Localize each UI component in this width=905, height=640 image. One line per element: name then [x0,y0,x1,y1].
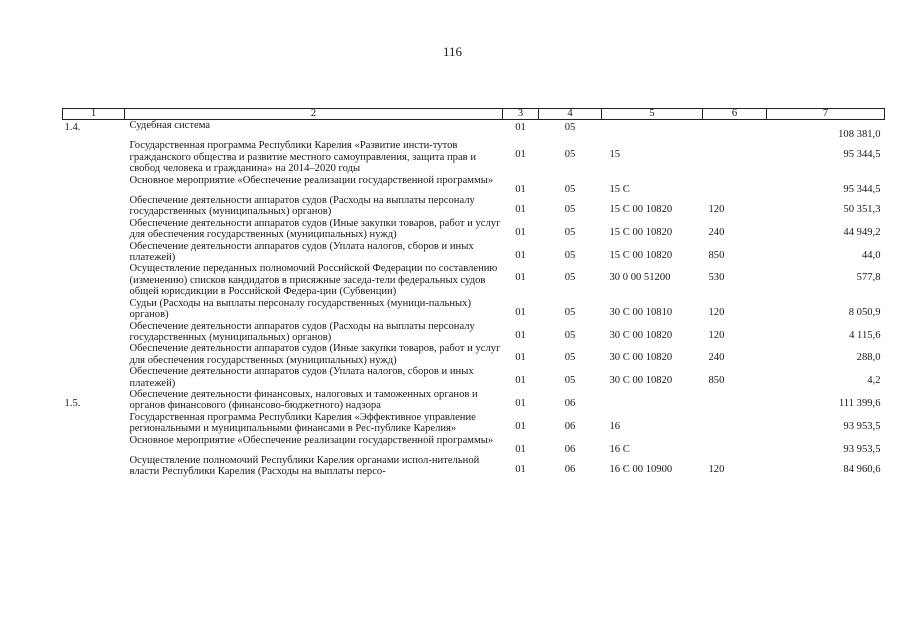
row-target-article: 16 С 00 10900 [609,463,673,475]
row-code-subsection: 05 [564,204,576,216]
row-name: Обеспечение деятельности аппаратов судов (Расходы на выплаты персоналу государственных (муниципальных) органов) [129,320,475,343]
row-name: Судьи (Расходы на выплаты персоналу государственных (муници-пальных) органов) [129,297,472,321]
row-name: Обеспечение деятельности аппаратов судов (Уплата налогов, сборов и иных платежей) [129,240,474,264]
table-row [63,218,885,241]
row-amount [767,321,885,344]
row-amount [767,455,885,478]
amount-value: 4,2 [867,375,881,387]
row-number: 1.5. [64,397,81,409]
table-row [63,455,885,478]
table-row [63,366,885,389]
row-name: Обеспечение деятельности финансовых, налоговых и таможенных органов и органов финансового (финансово-бюджетного) надзора [129,388,478,412]
row-code-section: 01 [515,375,526,387]
page-number: 116 [442,44,463,59]
row-amount [767,195,885,218]
row-number: 1.4. [64,122,81,133]
row-code-subsection: 05 [564,149,576,161]
row-code-section: 01 [515,272,526,284]
row-target-article: 15 С 00 10820 [609,249,673,261]
row-name: Обеспечение деятельности аппаратов судов (Иные закупки товаров, работ и услуг для обеспечения государственных (муниципальных) нужд) [129,217,501,241]
row-code-section: 01 [515,249,526,261]
row-amount [767,175,885,195]
row-code-section: 01 [515,226,526,238]
table-row [63,263,885,297]
row-expense-type [703,412,767,435]
row-target-article: 16 [609,420,621,432]
row-code-section: 01 [515,306,526,318]
row-target-article: 15 С 00 10820 [609,226,673,238]
row-code-section: 01 [515,443,526,455]
amount-value: 93 953,5 [843,443,881,455]
table-row [63,175,885,195]
budget-table [62,108,885,478]
row-code-section: 01 [515,204,526,216]
row-number [63,435,125,455]
amount-value: 95 344,5 [843,149,881,161]
row-number [63,412,125,435]
row-code-subsection: 05 [564,183,576,195]
header-cell: 5 [602,109,703,120]
row-number [63,175,125,195]
header-cell: 4 [539,109,602,120]
amount-value: 44 949,2 [843,226,881,238]
amount-value: 4 115,6 [849,329,881,341]
row-code-section: 01 [515,149,526,161]
row-number [63,343,125,366]
row-amount [767,140,885,174]
header-cell: 6 [703,109,767,120]
amount-value: 577,8 [856,272,881,284]
amount-value: 93 953,5 [843,420,881,432]
row-name: Осуществление переданных полномочий Российской Федерации по составлению (изменению) списков кандидатов в присяжные заседа-тели федеральных судов общей юрисдикции в Российской Федера-ции (Субвенции) [129,263,498,298]
row-target-article: 30 0 00 51200 [609,272,671,284]
row-amount [767,366,885,389]
row-code-subsection: 06 [564,463,576,475]
row-expense-type [703,389,767,412]
row-expense-type: 120 [708,329,725,341]
row-amount [767,298,885,321]
row-name: Основное мероприятие «Обеспечение реализации государственной программы» [129,174,494,186]
amount-value: 8 050,9 [848,306,881,318]
row-name: Государственная программа Республики Карелия «Развитие инсти-тутов гражданского общества и развитие местного самоуправления, защита прав и свобод человека и гражданина» на 2014–2020 годы [129,140,476,175]
row-target-article: 15 [609,149,621,161]
row-code-section: 01 [515,420,526,432]
row-code-subsection: 06 [564,397,576,409]
row-target-article: 30 С 00 10820 [609,329,673,341]
row-name: Осуществление полномочий Республики Карелия органами испол-нительной власти Республики Карелия (Расходы на выплаты персо- [129,454,480,478]
row-expense-type [703,140,767,174]
row-number [63,298,125,321]
row-number [63,321,125,344]
row-amount [767,389,885,412]
row-name: Обеспечение деятельности аппаратов судов (Расходы на выплаты персоналу государственных (муниципальных) органов) [129,195,475,218]
table-row [63,435,885,455]
row-code-subsection: 06 [564,443,576,455]
row-amount [767,218,885,241]
amount-value: 288,0 [856,352,881,364]
table-row [63,389,885,412]
row-expense-type: 120 [708,306,725,318]
row-name: Судебная система [129,120,211,131]
table-row [63,140,885,174]
row-target-article: 15 С [609,183,630,195]
row-expense-type: 850 [708,375,725,387]
row-number [63,263,125,297]
amount-value: 84 960,6 [843,463,881,475]
header-cell: 3 [503,109,539,120]
row-code-section: 01 [515,463,526,475]
row-code-section: 01 [515,122,526,133]
row-target-article: 30 С 00 10820 [609,352,673,364]
row-amount [767,343,885,366]
table-row [63,195,885,218]
row-expense-type [703,120,767,141]
table-header-row [63,109,885,120]
table-row [63,120,885,141]
row-code-section: 01 [515,397,526,409]
row-expense-type: 120 [708,204,725,216]
amount-value: 50 351,3 [843,204,881,216]
row-name: Государственная программа Республики Карелия «Эффективное управление региональными и муниципальными финансами в Рес-публике Карелия» [129,411,476,435]
row-target-article: 30 С 00 10820 [609,375,673,387]
row-name: Обеспечение деятельности аппаратов судов (Иные закупки товаров, работ и услуг для обеспечения государственных (муниципальных) нужд) [129,343,501,366]
header-cell: 7 [767,109,885,120]
row-code-subsection: 05 [564,329,576,341]
row-number [63,218,125,241]
row-code-subsection: 05 [564,249,576,261]
row-code-subsection: 05 [564,272,576,284]
table-row [63,321,885,344]
row-code-section: 01 [515,329,526,341]
row-expense-type: 850 [708,249,725,261]
row-expense-type [703,175,767,195]
row-code-subsection: 05 [564,306,576,318]
table-row [63,343,885,366]
row-target-article [602,120,703,141]
row-number [63,455,125,478]
row-target-article: 16 С [609,443,630,455]
row-code-subsection: 05 [564,352,576,364]
row-expense-type: 530 [708,272,725,284]
row-amount [767,435,885,455]
table-body [63,120,885,478]
row-code-section: 01 [515,352,526,364]
table-row [63,241,885,264]
row-code-section: 01 [515,183,526,195]
row-number [63,195,125,218]
amount-value: 44,0 [861,249,881,261]
row-code-subsection: 05 [564,226,576,238]
row-amount [767,263,885,297]
amount-value: 95 344,5 [843,183,881,195]
row-code-subsection: 06 [564,420,576,432]
table-row [63,298,885,321]
row-target-article: 15 С 00 10820 [609,204,673,216]
row-expense-type [703,435,767,455]
row-expense-type: 240 [708,226,725,238]
row-amount [767,120,885,141]
row-name: Основное мероприятие «Обеспечение реализации государственной программы» [129,434,494,446]
row-amount [767,412,885,435]
row-target-article [602,389,703,412]
amount-value: 111 399,6 [838,397,881,409]
row-amount [767,241,885,264]
table-row [63,412,885,435]
row-expense-type: 240 [708,352,725,364]
row-number [63,241,125,264]
row-name: Обеспечение деятельности аппаратов судов (Уплата налогов, сборов и иных платежей) [129,366,474,389]
row-target-article: 30 С 00 10810 [609,306,673,318]
row-code-subsection: 05 [564,122,576,133]
row-number [63,140,125,174]
amount-value: 108 381,0 [838,129,881,140]
header-cell: 1 [63,109,125,120]
row-number [63,366,125,389]
row-expense-type: 120 [708,463,725,475]
row-code-subsection: 05 [564,375,576,387]
header-cell: 2 [125,109,503,120]
